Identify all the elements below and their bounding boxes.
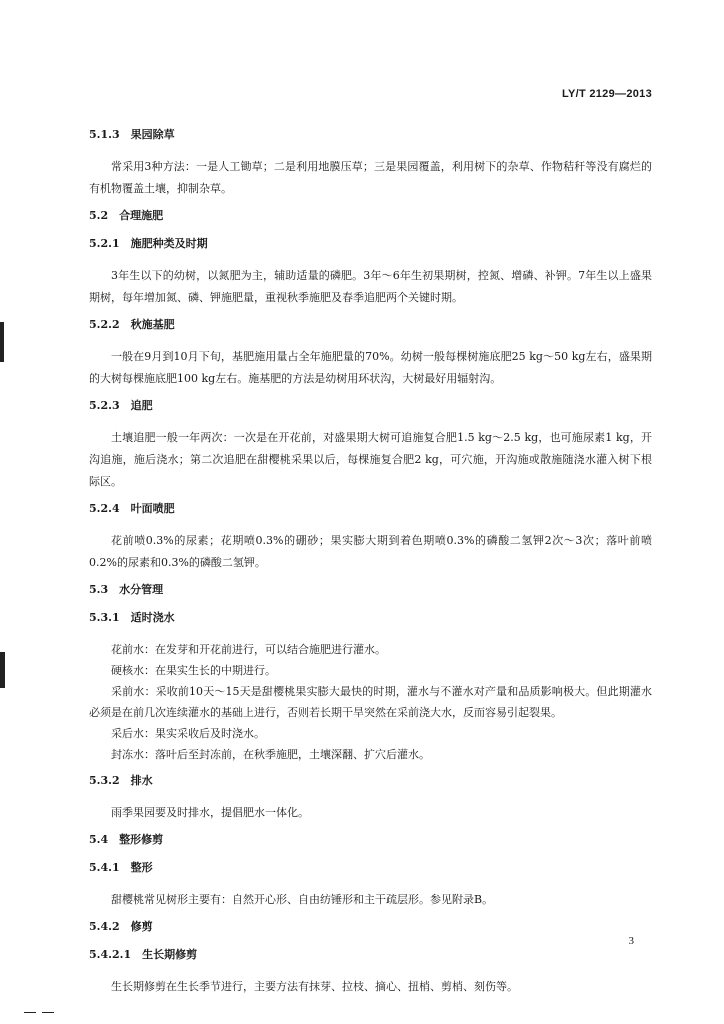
paragraph: 生长期修剪在生长季节进行，主要方法有抹芽、拉枝、摘心、扭梢、剪梢、刻伤等。 [111, 980, 518, 993]
section [89, 583, 652, 597]
section [89, 611, 652, 765]
paragraph: 花前喷0.3%的尿素；花期喷0.3%的硼砂；果实膨大期到着色期喷0.3%的磷酸二氢钾2次～3次；落叶前喷0.2%的尿素和0.3%的磷酸二氢钾。 [89, 534, 652, 569]
section-heading: 5.2.4 叶面喷肥 [89, 502, 175, 515]
section-heading: 5.2.3 追肥 [89, 399, 153, 412]
watering-item: 硬核水：在果实生长的中期进行。 [111, 664, 276, 677]
watering-item: 花前水：在发芽和开花前进行，可以结合施肥进行灌水。 [111, 643, 386, 656]
scan-mark [0, 322, 4, 362]
section-heading: 5.3.1 适时浇水 [89, 611, 175, 624]
section-heading: 5.2.1 施肥种类及时期 [89, 237, 208, 250]
section [89, 237, 652, 309]
paragraph: 雨季果园要及时排水，提倡肥水一体化。 [111, 806, 309, 819]
section [89, 318, 652, 390]
section [89, 128, 652, 200]
scan-mark [42, 1012, 54, 1013]
paragraph: 甜樱桃常见树形主要有：自然开心形、自由纺锤形和主干疏层形。参见附录B。 [111, 893, 494, 906]
document-body [89, 128, 652, 1007]
section [89, 948, 652, 998]
section [89, 399, 652, 493]
section [89, 502, 652, 574]
section-heading: 5.4.2.1 生长期修剪 [89, 948, 198, 961]
scan-mark [0, 652, 5, 688]
watering-item: 封冻水：落叶后至封冻前，在秋季施肥，土壤深翻、扩穴后灌水。 [111, 748, 430, 761]
page-number: 3 [628, 935, 634, 947]
section [89, 209, 652, 223]
paragraph: 常采用3种方法：一是人工锄草；二是利用地膜压草；三是果园覆盖，利用树下的杂草、作物秸秆等没有腐烂的有机物覆盖土壤，抑制杂草。 [89, 160, 652, 195]
section-heading: 5.3.2 排水 [89, 774, 153, 787]
section [89, 861, 652, 911]
section [89, 920, 652, 934]
section-heading: 5.2.2 秋施基肥 [89, 318, 175, 331]
section-heading: 5.2 合理施肥 [89, 209, 164, 222]
paragraph: 一般在9月到10月下旬，基肥施用量占全年施肥量的70%。幼树一般每棵树施底肥25 kg～50 kg左右，盛果期的大树每棵施底肥100 kg左右。施基肥的方法是幼树用环状沟，大树最好用辐射沟。 [89, 350, 652, 385]
section-heading: 5.4.1 整形 [89, 861, 153, 874]
section-heading: 5.4 整形修剪 [89, 833, 164, 846]
document-code: LY/T 2129—2013 [561, 88, 652, 100]
watering-item: 采前水：采收前10天～15天是甜樱桃果实膨大最快的时期，灌水与不灌水对产量和品质影响极大。但此期灌水必须是在前几次连续灌水的基础上进行，否则若长期干旱突然在采前浇大水，反而容易引起裂果。 [89, 685, 652, 719]
watering-item: 采后水：果实采收后及时浇水。 [111, 727, 265, 740]
section-heading: 5.4.2 修剪 [89, 920, 153, 933]
section-heading: 5.3 水分管理 [89, 583, 164, 596]
paragraph: 土壤追肥一般一年两次：一次是在开花前，对盛果期大树可追施复合肥1.5 kg～2.5 kg，也可施尿素1 kg，开沟追施，施后浇水；第二次追肥在甜樱桃采果以后，每棵施复合肥2 kg，可穴施，开沟施或散施随浇水灌入树下根际区。 [89, 431, 652, 488]
section [89, 833, 652, 847]
section-heading: 5.1.3 果园除草 [89, 128, 175, 141]
paragraph: 3年生以下的幼树，以氮肥为主，辅助适量的磷肥。3年～6年生初果期树，控氮、增磷、补钾。7年生以上盛果期树，每年增加氮、磷、钾施肥量，重视秋季施肥及春季追肥两个关键时期。 [89, 269, 652, 304]
section [89, 774, 652, 824]
scan-mark [24, 1012, 36, 1013]
